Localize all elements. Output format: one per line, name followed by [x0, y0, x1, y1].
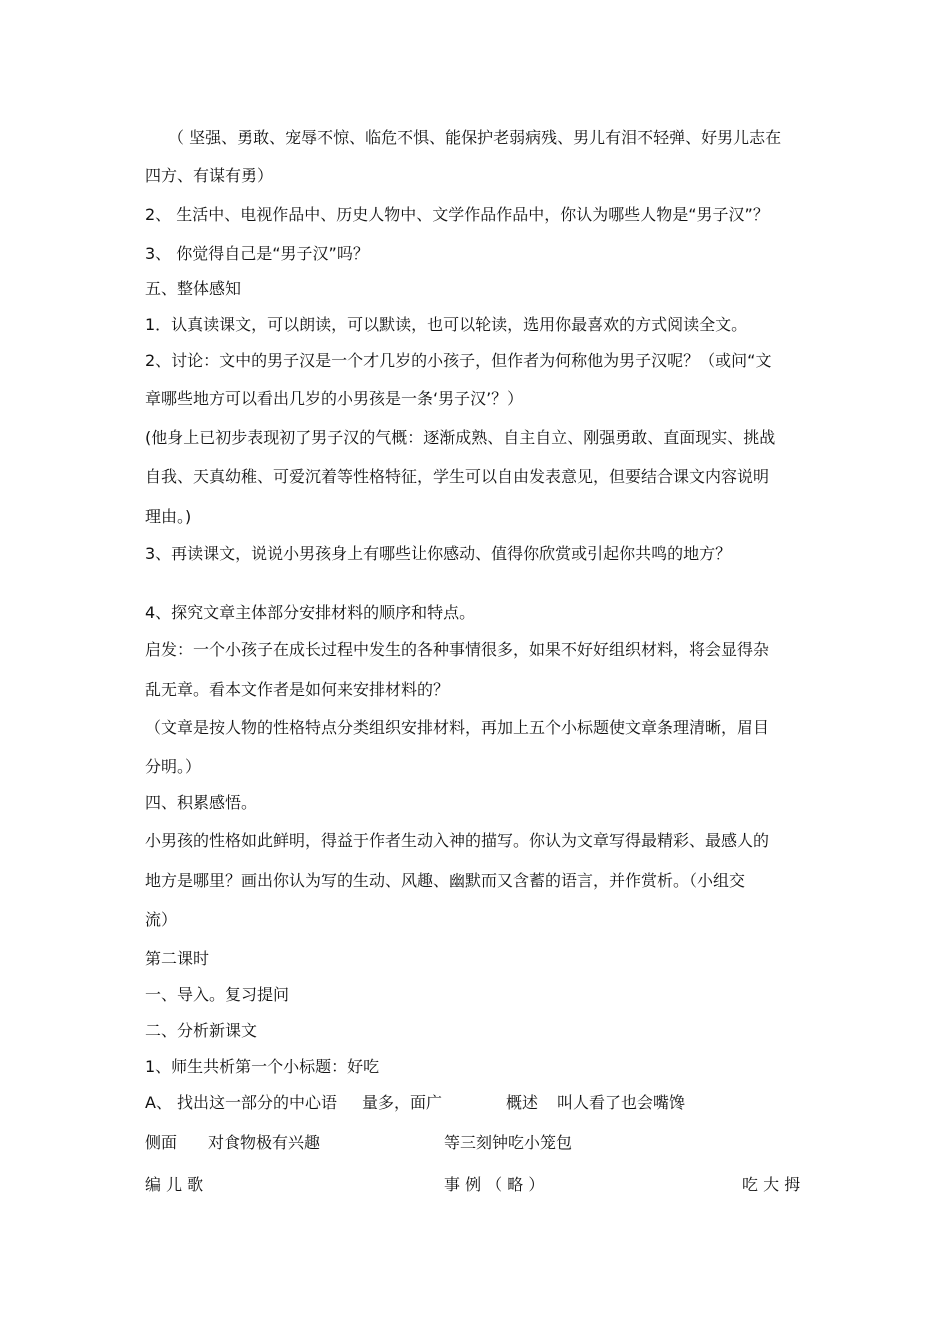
text-line: 自我、天真幼稚、可爱沉着等性格特征，学生可以自由发表意见，但要结合课文内容说明 — [145, 467, 770, 486]
row-a-keyword: 量多，面广 — [362, 1093, 443, 1112]
text-line: 1．认真读课文，可以朗读，可以默读，也可以轮读，选用你最喜欢的方式阅读全文。 — [145, 315, 748, 334]
text-line: 流） — [145, 910, 178, 929]
row-a-detail: 叫人看了也会嘴馋 — [557, 1093, 686, 1112]
text-line: （ 坚强、勇敢、宠辱不惊、临危不惧、能保护老弱病残、男儿有泪不轻弹、好男儿志在 — [168, 128, 782, 147]
row-b-text: 对食物极有兴趣 — [208, 1133, 321, 1152]
section-heading: 四、积累感悟。 — [145, 793, 258, 812]
row-a-summary: 概述 — [506, 1093, 539, 1112]
row-b-example: 等三刻钟吃小笼包 — [444, 1133, 573, 1152]
text-line: 启发：一个小孩子在成长过程中发生的各种事情很多，如果不好好组织材料，将会显得杂 — [145, 640, 770, 659]
text-line: 4、探究文章主体部分安排材料的顺序和特点。 — [145, 603, 476, 622]
text-line: （文章是按人物的性格特点分类组织安排材料，再加上五个小标题使文章条理清晰，眉目 — [145, 718, 770, 737]
text-line: (他身上已初步表现初了男子汉的气概：逐渐成熟、自主自立、刚强勇敢、直面现实、挑战 — [145, 428, 776, 447]
section-heading: 第二课时 — [145, 949, 210, 968]
text-line: 小男孩的性格如此鲜明，得益于作者生动入神的描写。你认为文章写得最精彩、最感人的 — [145, 831, 770, 850]
text-line: 2、讨论：文中的男子汉是一个才几岁的小孩子，但作者为何称他为男子汉呢？（或问“文 — [145, 351, 772, 370]
text-line: 3、 你觉得自己是“男子汉”吗？ — [145, 244, 369, 263]
row-c-text: 事 例 （ 略 ） — [444, 1175, 545, 1194]
text-line: 理由。) — [145, 507, 192, 526]
text-line: 二、分析新课文 — [145, 1021, 258, 1040]
text-line: 分明。） — [145, 757, 202, 776]
text-line: 乱无章。看本文作者是如何来安排材料的？ — [145, 680, 450, 699]
text-line: 地方是哪里？画出你认为写的生动、风趣、幽默而又含蓄的语言，并作赏析。（小组交 — [145, 871, 746, 890]
row-a-label: A、 找出这一部分的中心语 — [145, 1093, 338, 1112]
text-line: 一、导入。复习提问 — [145, 985, 290, 1004]
row-c-example: 吃 大 拇 — [742, 1175, 801, 1194]
text-line: 章哪些地方可以看出几岁的小男孩是一条‘男子汉’？） — [145, 389, 524, 408]
row-c-label: 编 儿 歌 — [145, 1175, 204, 1194]
text-line: 3、再读课文，说说小男孩身上有哪些让你感动、值得你欣赏或引起你共鸣的地方？ — [145, 544, 732, 563]
text-line: 2、 生活中、电视作品中、历史人物中、文学作品作品中，你认为哪些人物是“男子汉”？ — [145, 205, 769, 224]
row-b-label: 侧面 — [145, 1133, 178, 1152]
text-line: 四方、有谋有勇） — [145, 166, 274, 185]
section-heading: 五、整体感知 — [145, 279, 242, 298]
text-line: 1、师生共析第一个小标题：好吃 — [145, 1057, 380, 1076]
